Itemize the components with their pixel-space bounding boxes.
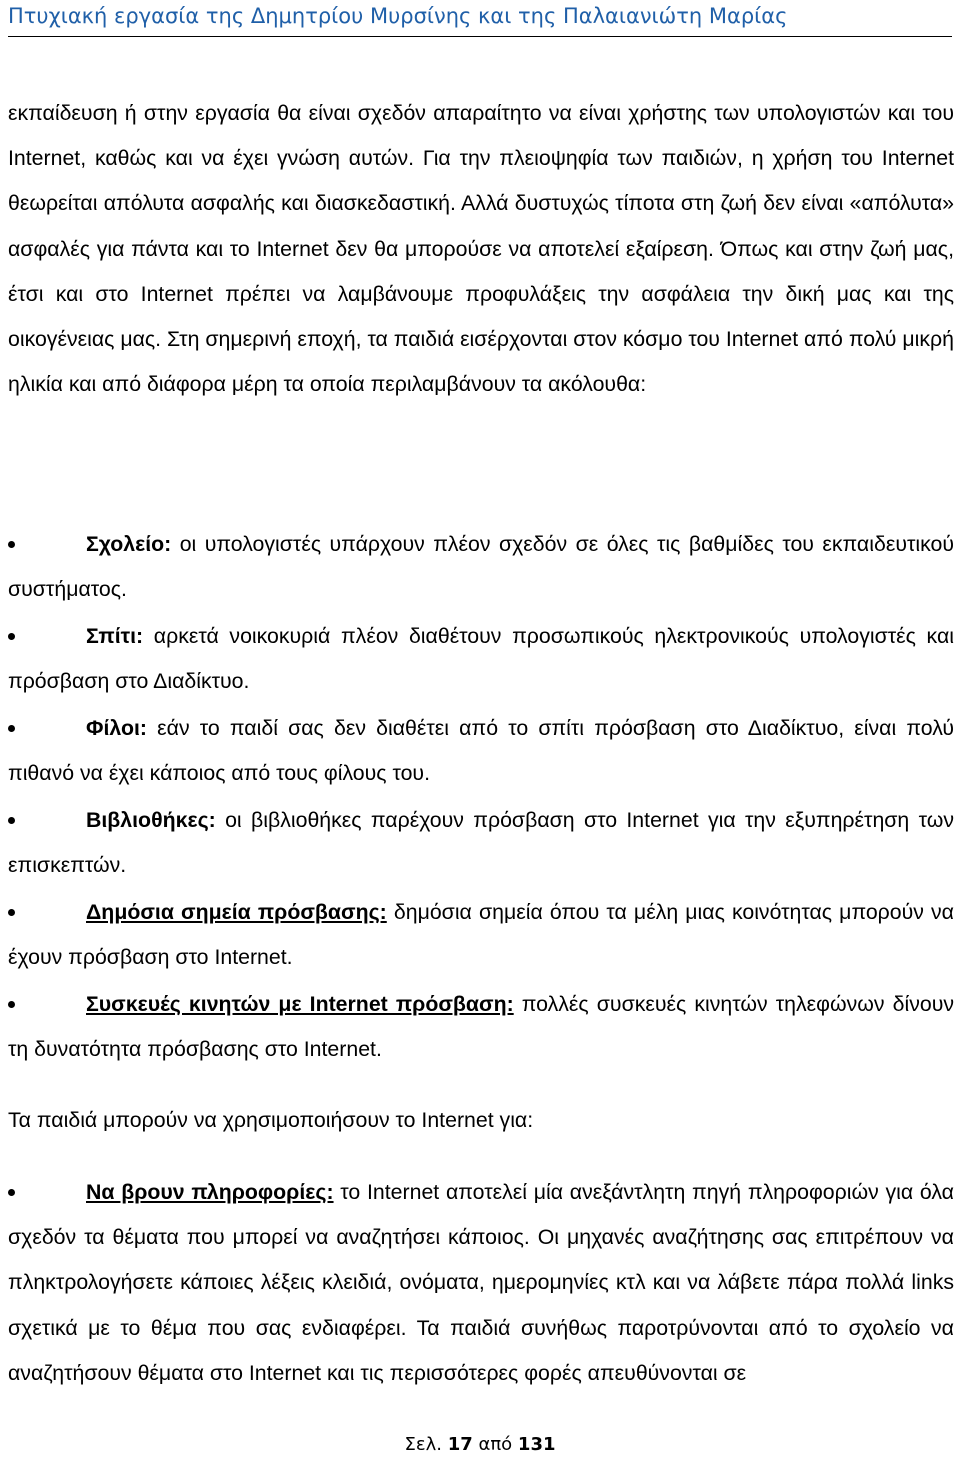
bullet-icon (8, 633, 15, 640)
item-term: Να βρουν πληροφορίες: (86, 1180, 334, 1204)
bullet-icon (8, 1001, 15, 1008)
item-term: Δημόσια σημεία πρόσβασης: (86, 900, 387, 924)
list-item (8, 798, 954, 888)
item-text: εάν το παιδί σας δεν διαθέτει από το σπίτι πρόσβαση στο Διαδίκτυο, είναι πολύ πιθανό να έχει κάποιος από τους φίλους του. (8, 716, 954, 786)
bullet-icon (8, 1189, 15, 1196)
list-item (8, 706, 954, 796)
item-term: Βιβλιοθήκες: (86, 808, 216, 832)
item-text: αρκετά νοικοκυριά πλέον διαθέτουν προσωπικούς ηλεκτρονικούς υπολογιστές και πρόσβαση στο Διαδίκτυο. (8, 624, 954, 694)
page-header: Πτυχιακή εργασία της Δημητρίου Μυρσίνης και της Παλαιανιώτη Μαρίας (8, 4, 788, 28)
uses-lead-paragraph: Τα παιδιά μπορούν να χρησιμοποιήσουν το Internet για: (8, 1108, 534, 1132)
bullet-icon (8, 817, 15, 824)
bullet-icon (8, 725, 15, 732)
intro-section (8, 91, 954, 407)
list-item (8, 1170, 954, 1396)
list-item (8, 614, 954, 704)
item-text: το Internet αποτελεί μία ανεξάντλητη πηγή πληροφοριών για όλα σχεδόν τα θέματα που μπορεί να αναζητήσει κάποιος. Οι μηχανές αναζήτησης σας επιτρέπουν να πληκτρολογήσετε κάποιες λέξεις κλειδιά, ονόματα, ημερομηνίες κτλ και να λάβετε πάρα πολλά links σχετικά με το θέμα που σας ενδιαφέρει. Τα παιδιά συνήθως παροτρύνονται από το σχολείο να αναζητήσουν θέματα στο Internet και τις περισσότερες φορές απευθύνονται σε (8, 1180, 954, 1385)
bullet-icon (8, 541, 15, 548)
page-of: από (472, 1434, 518, 1455)
intro-paragraph: εκπαίδευση ή στην εργασία θα είναι σχεδόν απαραίτητο να είναι χρήστης των υπολογιστών και του Internet, καθώς και να έχει γνώση αυτών. Για την πλειοψηφία των παιδιών, η χρήση του Internet θεωρείται απόλυτα ασφαλής και διασκεδαστική. Αλλά δυστυχώς τίποτα στη ζωή δεν είναι «απόλυτα» ασφαλές για πάντα και το Internet δεν θα μπορούσε να αποτελεί εξαίρεση. Όπως και στην ζωή μας, έτσι και στο Internet πρέπει να λαμβάνουμε προφυλάξεις την ασφάλεια την δική μας και της οικογένειας μας. Στη σημερινή εποχή, τα παιδιά εισέρχονται στον κόσμο του Internet από πολύ μικρή ηλικία και από διάφορα μέρη τα οποία περιλαμβάνουν τα ακόλουθα: (8, 101, 954, 397)
current-page: 17 (447, 1434, 473, 1455)
page-footer (0, 1432, 960, 1458)
item-term: Σχολείο: (86, 532, 172, 556)
total-pages: 131 (517, 1434, 556, 1455)
item-text: οι υπολογιστές υπάρχουν πλέον σχεδόν σε όλες τις βαθμίδες του εκπαιδευτικού συστήματος. (8, 532, 954, 602)
access-places-list (8, 522, 954, 1074)
item-text: δημόσια σημεία όπου τα μέλη μιας κοινότητας μπορούν να έχουν πρόσβαση στο Internet. (8, 900, 954, 970)
list-item (8, 982, 954, 1072)
page-label: Σελ. (404, 1434, 448, 1455)
list-item (8, 890, 954, 980)
item-term: Φίλοι: (86, 716, 147, 740)
item-term: Σπίτι: (86, 624, 144, 648)
bullet-icon (8, 909, 15, 916)
header-divider (8, 36, 952, 37)
uses-list (8, 1170, 954, 1398)
list-item (8, 522, 954, 612)
item-text: πολλές συσκευές κινητών τηλεφώνων δίνουν τη δυνατότητα πρόσβασης στο Internet. (8, 992, 954, 1062)
item-term: Συσκευές κινητών με Internet πρόσβαση: (86, 992, 514, 1016)
uses-lead-section (8, 1098, 954, 1143)
item-text: οι βιβλιοθήκες παρέχουν πρόσβαση στο Internet για την εξυπηρέτηση των επισκεπτών. (8, 808, 954, 878)
